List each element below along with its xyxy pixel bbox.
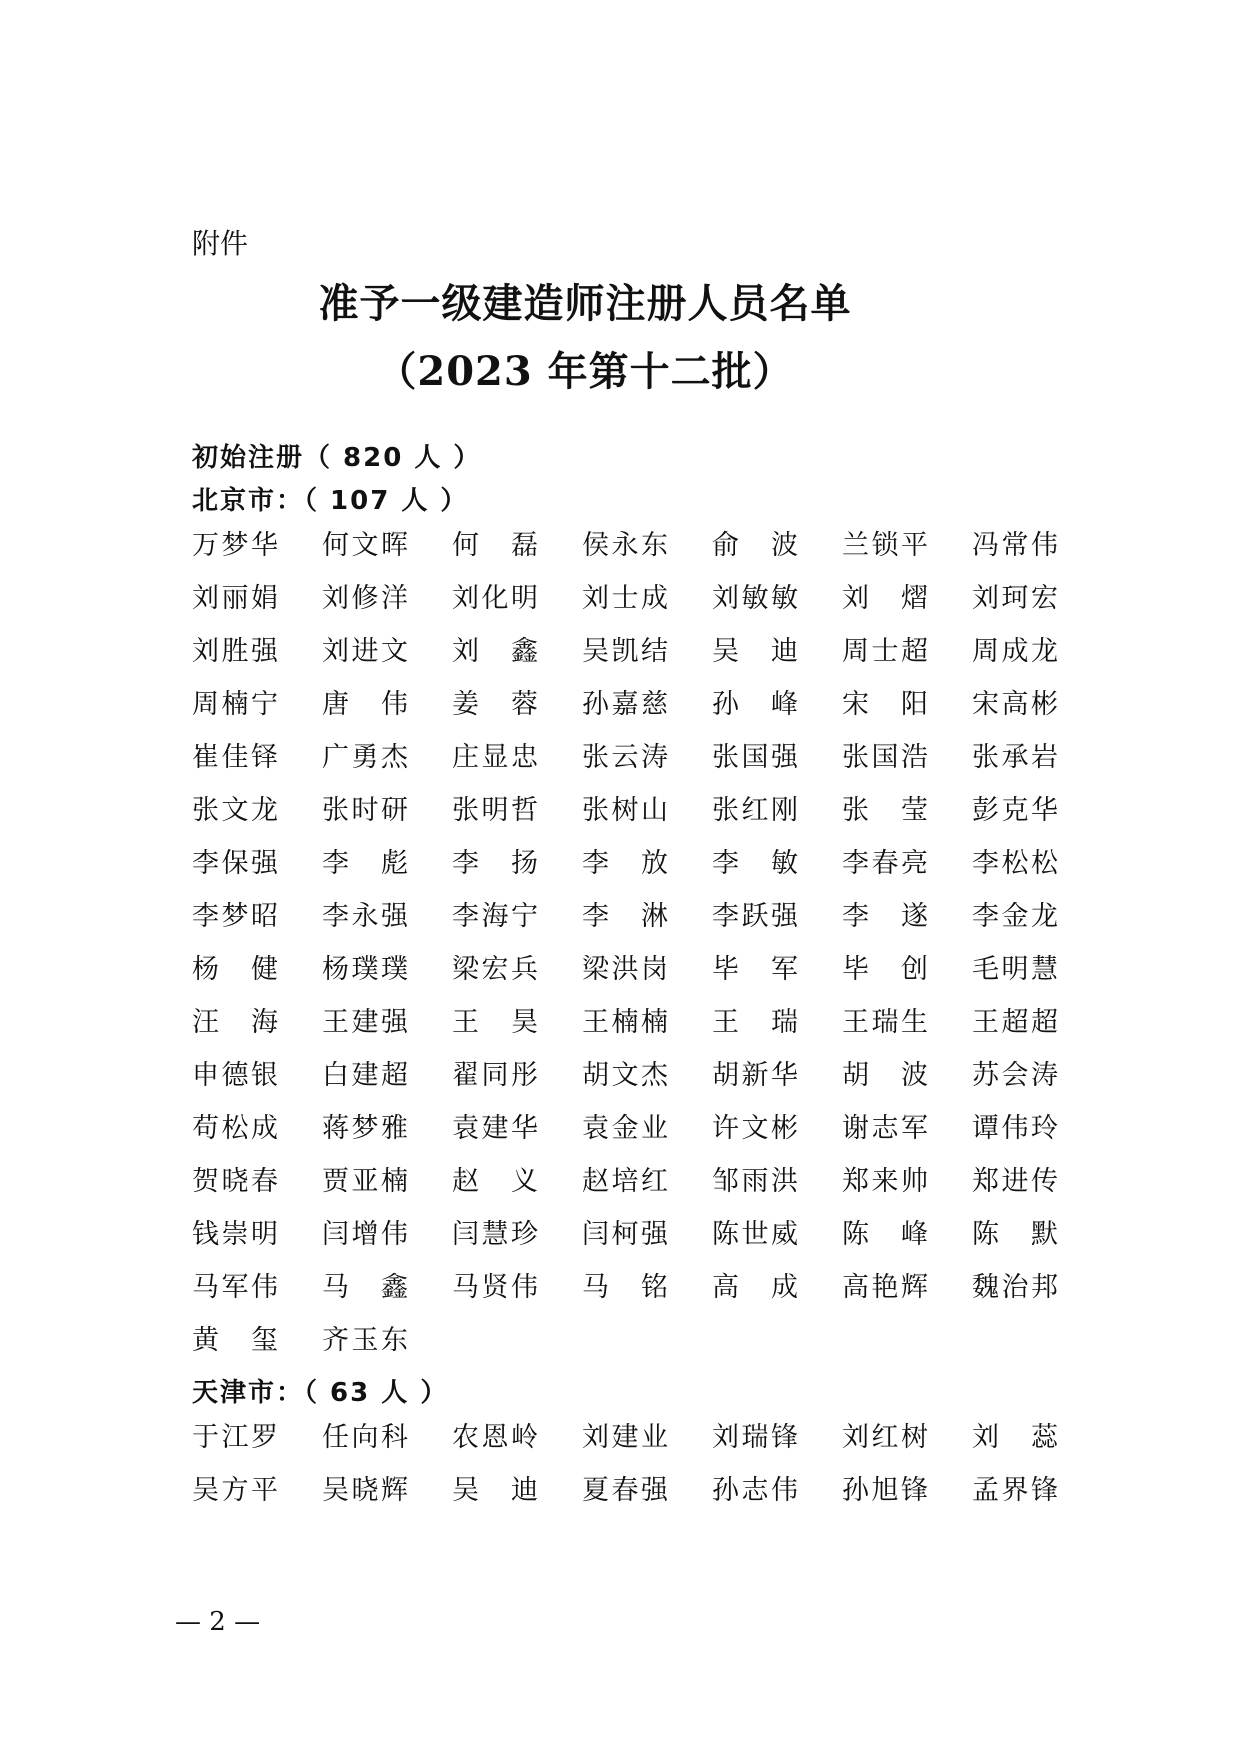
name-cell [842, 1205, 972, 1258]
name-cell [452, 1461, 582, 1514]
name-cell [192, 887, 322, 940]
name-cell [972, 1099, 1102, 1152]
person-name: 赵培红 [582, 1166, 668, 1197]
person-name: 崔佳铎 [192, 742, 278, 773]
person-name: 郑进传 [972, 1166, 1058, 1197]
region-heading-beijing: 北京市：（ 107 人 ） [192, 486, 469, 516]
person-name: 刘红树 [842, 1422, 928, 1453]
name-cell [842, 834, 972, 887]
person-name: 王 瑞 [712, 1007, 798, 1038]
name-cell [712, 569, 842, 622]
name-cell [322, 1205, 452, 1258]
person-name: 许文彬 [712, 1113, 798, 1144]
name-cell [972, 675, 1102, 728]
person-name: 吴方平 [192, 1475, 278, 1506]
person-name: 高 成 [712, 1272, 798, 1303]
name-cell [842, 1408, 972, 1461]
person-name: 梁宏兵 [452, 954, 538, 985]
person-name: 李春亮 [842, 848, 928, 879]
name-cell [322, 1408, 452, 1461]
name-cell [582, 569, 712, 622]
document-title: 准予一级建造师注册人员名单 [318, 280, 852, 327]
section-initial-registration: 初始注册（ 820 人 ） [192, 443, 482, 473]
name-cell [452, 622, 582, 675]
name-cell [192, 1408, 322, 1461]
name-cell [192, 1311, 322, 1364]
name-cell [582, 993, 712, 1046]
name-cell [192, 940, 322, 993]
person-name: 张树山 [582, 795, 668, 826]
person-name: 李 淋 [582, 901, 668, 932]
person-name: 吴 迪 [712, 636, 798, 667]
name-cell [842, 516, 972, 569]
person-name: 赵 义 [452, 1166, 538, 1197]
person-name: 汪 海 [192, 1007, 278, 1038]
person-name: 袁建华 [452, 1113, 538, 1144]
name-cell [452, 1258, 582, 1311]
name-cell [322, 1311, 452, 1364]
name-cell [322, 1099, 452, 1152]
name-cell [582, 940, 712, 993]
name-cell [712, 516, 842, 569]
name-cell [322, 728, 452, 781]
name-cell [972, 1408, 1102, 1461]
name-cell [712, 834, 842, 887]
person-name: 李松松 [972, 848, 1058, 879]
person-name: 张 莹 [842, 795, 928, 826]
person-name: 孙志伟 [712, 1475, 798, 1506]
person-name: 刘化明 [452, 583, 538, 614]
region-heading-tianjin: 天津市：（ 63 人 ） [192, 1378, 449, 1408]
person-name: 陈世威 [712, 1219, 798, 1250]
person-name: 刘 熠 [842, 583, 928, 614]
person-name: 魏治邦 [972, 1272, 1058, 1303]
person-name: 庄显忠 [452, 742, 538, 773]
person-name: 张承岩 [972, 742, 1058, 773]
person-name: 胡 波 [842, 1060, 928, 1091]
person-name: 刘 蕊 [972, 1422, 1058, 1453]
person-name: 张国强 [712, 742, 798, 773]
person-name: 胡文杰 [582, 1060, 668, 1091]
person-name: 张云涛 [582, 742, 668, 773]
name-cell [712, 1461, 842, 1514]
name-cell [322, 834, 452, 887]
name-cell [192, 781, 322, 834]
name-cell [712, 1258, 842, 1311]
person-name: 杨璞璞 [322, 954, 408, 985]
person-name: 毕 军 [712, 954, 798, 985]
name-cell [452, 1205, 582, 1258]
person-name: 张国浩 [842, 742, 928, 773]
name-cell [192, 728, 322, 781]
page-number: — 2 — [175, 1607, 261, 1637]
name-cell [322, 781, 452, 834]
person-name: 李 扬 [452, 848, 538, 879]
name-cell [452, 675, 582, 728]
person-name: 陈 默 [972, 1219, 1058, 1250]
person-name: 李 敏 [712, 848, 798, 879]
name-cell [842, 622, 972, 675]
name-cell [452, 834, 582, 887]
name-cell [192, 993, 322, 1046]
name-cell [582, 1461, 712, 1514]
name-cell [582, 1205, 712, 1258]
person-name: 孟界锋 [972, 1475, 1058, 1506]
person-name: 黄 玺 [192, 1325, 278, 1356]
name-cell [972, 1258, 1102, 1311]
person-name: 钱崇明 [192, 1219, 278, 1250]
name-cell [192, 1099, 322, 1152]
name-cell [712, 675, 842, 728]
name-cell [972, 1046, 1102, 1099]
name-cell [582, 887, 712, 940]
person-name: 马 鑫 [322, 1272, 408, 1303]
person-name: 杨 健 [192, 954, 278, 985]
name-cell [192, 1258, 322, 1311]
name-cell [582, 1408, 712, 1461]
name-cell [452, 781, 582, 834]
person-name: 周楠宁 [192, 689, 278, 720]
person-name: 苟松成 [192, 1113, 278, 1144]
name-cell [972, 569, 1102, 622]
person-name: 邹雨洪 [712, 1166, 798, 1197]
name-cell [582, 1046, 712, 1099]
person-name: 孙旭锋 [842, 1475, 928, 1506]
name-cell [452, 940, 582, 993]
name-cell [192, 516, 322, 569]
person-name: 王楠楠 [582, 1007, 668, 1038]
name-cell [192, 1152, 322, 1205]
person-name: 毕 创 [842, 954, 928, 985]
name-cell [582, 675, 712, 728]
name-cell [842, 1461, 972, 1514]
person-name: 王瑞生 [842, 1007, 928, 1038]
name-cell [842, 940, 972, 993]
person-name: 张文龙 [192, 795, 278, 826]
name-cell [712, 622, 842, 675]
person-name: 冯常伟 [972, 530, 1058, 561]
name-cell [842, 1152, 972, 1205]
person-name: 周成龙 [972, 636, 1058, 667]
name-cell [322, 993, 452, 1046]
name-cell [192, 834, 322, 887]
person-name: 刘丽娟 [192, 583, 278, 614]
name-cell [452, 1099, 582, 1152]
name-cell [972, 834, 1102, 887]
person-name: 李永强 [322, 901, 408, 932]
person-name: 孙嘉慈 [582, 689, 668, 720]
person-name: 刘 鑫 [452, 636, 538, 667]
name-cell [322, 516, 452, 569]
name-cell [842, 887, 972, 940]
name-cell [452, 993, 582, 1046]
name-cell [322, 569, 452, 622]
name-cell [712, 1046, 842, 1099]
name-cell [972, 887, 1102, 940]
person-name: 刘修洋 [322, 583, 408, 614]
person-name: 李金龙 [972, 901, 1058, 932]
person-name: 吴晓辉 [322, 1475, 408, 1506]
person-name: 万梦华 [192, 530, 278, 561]
name-cell [972, 781, 1102, 834]
name-cell [842, 1046, 972, 1099]
person-name: 侯永东 [582, 530, 668, 561]
name-cell [322, 1461, 452, 1514]
person-name: 李 遂 [842, 901, 928, 932]
name-cell [452, 1408, 582, 1461]
person-name: 袁金业 [582, 1113, 668, 1144]
person-name: 刘珂宏 [972, 583, 1058, 614]
person-name: 吴 迪 [452, 1475, 538, 1506]
name-cell [972, 1461, 1102, 1514]
person-name: 宋高彬 [972, 689, 1058, 720]
person-name: 农恩岭 [452, 1422, 538, 1453]
name-cell [712, 781, 842, 834]
name-cell [842, 728, 972, 781]
name-cell [322, 1046, 452, 1099]
person-name: 蒋梦雅 [322, 1113, 408, 1144]
name-cell [712, 1408, 842, 1461]
name-cell [972, 1152, 1102, 1205]
person-name: 张红刚 [712, 795, 798, 826]
person-name: 夏春强 [582, 1475, 668, 1506]
person-name: 刘建业 [582, 1422, 668, 1453]
person-name: 谭伟玲 [972, 1113, 1058, 1144]
name-cell [582, 781, 712, 834]
name-cell [712, 728, 842, 781]
name-cell [712, 1152, 842, 1205]
person-name: 刘瑞锋 [712, 1422, 798, 1453]
person-name: 彭克华 [972, 795, 1058, 826]
person-name: 孙 峰 [712, 689, 798, 720]
name-cell [322, 887, 452, 940]
name-cell [192, 569, 322, 622]
person-name: 周士超 [842, 636, 928, 667]
name-cell [712, 993, 842, 1046]
person-name: 翟同彤 [452, 1060, 538, 1091]
name-cell [192, 1461, 322, 1514]
person-name: 王 昊 [452, 1007, 538, 1038]
person-name: 宋 阳 [842, 689, 928, 720]
person-name: 刘胜强 [192, 636, 278, 667]
name-cell [452, 1152, 582, 1205]
name-cell [842, 781, 972, 834]
person-name: 贾亚楠 [322, 1166, 408, 1197]
name-cell [452, 887, 582, 940]
name-cell [972, 622, 1102, 675]
name-cell [582, 516, 712, 569]
person-name: 于江罗 [192, 1422, 278, 1453]
name-cell [192, 1046, 322, 1099]
person-name: 白建超 [322, 1060, 408, 1091]
person-name: 闫增伟 [322, 1219, 408, 1250]
name-cell [972, 516, 1102, 569]
name-cell [842, 569, 972, 622]
person-name: 高艳辉 [842, 1272, 928, 1303]
name-cell [712, 1205, 842, 1258]
name-cell [582, 1099, 712, 1152]
person-name: 何文晖 [322, 530, 408, 561]
name-cell [972, 940, 1102, 993]
name-cell [972, 1205, 1102, 1258]
name-cell [582, 1152, 712, 1205]
name-cell [582, 622, 712, 675]
person-name: 姜 蓉 [452, 689, 538, 720]
person-name: 苏会涛 [972, 1060, 1058, 1091]
name-cell [842, 1099, 972, 1152]
attachment-label: 附件 [192, 227, 249, 260]
person-name: 李 放 [582, 848, 668, 879]
person-name: 唐 伟 [322, 689, 408, 720]
name-cell [712, 887, 842, 940]
person-name: 任向科 [322, 1422, 408, 1453]
person-name: 郑来帅 [842, 1166, 928, 1197]
person-name: 闫慧珍 [452, 1219, 538, 1250]
name-cell [842, 1258, 972, 1311]
name-cell [842, 675, 972, 728]
person-name: 刘敏敏 [712, 583, 798, 614]
name-cell [452, 728, 582, 781]
person-name: 广勇杰 [322, 742, 408, 773]
person-name: 王超超 [972, 1007, 1058, 1038]
person-name: 何 磊 [452, 530, 538, 561]
name-cell [322, 1152, 452, 1205]
name-cell [582, 728, 712, 781]
name-cell [322, 675, 452, 728]
person-name: 李跃强 [712, 901, 798, 932]
name-cell [842, 993, 972, 1046]
name-list-beijing [192, 516, 1102, 1364]
name-cell [192, 1205, 322, 1258]
person-name: 张明哲 [452, 795, 538, 826]
name-cell [452, 1046, 582, 1099]
person-name: 马 铭 [582, 1272, 668, 1303]
person-name: 谢志军 [842, 1113, 928, 1144]
name-cell [582, 1258, 712, 1311]
person-name: 李海宁 [452, 901, 538, 932]
person-name: 李 彪 [322, 848, 408, 879]
name-cell [712, 940, 842, 993]
person-name: 闫柯强 [582, 1219, 668, 1250]
person-name: 李梦昭 [192, 901, 278, 932]
person-name: 梁洪岗 [582, 954, 668, 985]
name-cell [452, 516, 582, 569]
person-name: 刘进文 [322, 636, 408, 667]
name-cell [712, 1099, 842, 1152]
person-name: 毛明慧 [972, 954, 1058, 985]
name-cell [452, 569, 582, 622]
person-name: 马军伟 [192, 1272, 278, 1303]
person-name: 兰锁平 [842, 530, 928, 561]
person-name: 吴凯结 [582, 636, 668, 667]
person-name: 张时研 [322, 795, 408, 826]
name-list-tianjin [192, 1408, 1102, 1514]
name-cell [192, 675, 322, 728]
document-subtitle: （2023 年第十二批） [376, 348, 794, 395]
name-cell [322, 622, 452, 675]
name-cell [192, 622, 322, 675]
person-name: 贺晓春 [192, 1166, 278, 1197]
person-name: 李保强 [192, 848, 278, 879]
person-name: 刘士成 [582, 583, 668, 614]
name-cell [322, 1258, 452, 1311]
person-name: 陈 峰 [842, 1219, 928, 1250]
person-name: 申德银 [192, 1060, 278, 1091]
person-name: 俞 波 [712, 530, 798, 561]
person-name: 马贤伟 [452, 1272, 538, 1303]
name-cell [972, 993, 1102, 1046]
person-name: 齐玉东 [322, 1325, 408, 1356]
name-cell [972, 728, 1102, 781]
name-cell [322, 940, 452, 993]
name-cell [582, 834, 712, 887]
person-name: 王建强 [322, 1007, 408, 1038]
person-name: 胡新华 [712, 1060, 798, 1091]
